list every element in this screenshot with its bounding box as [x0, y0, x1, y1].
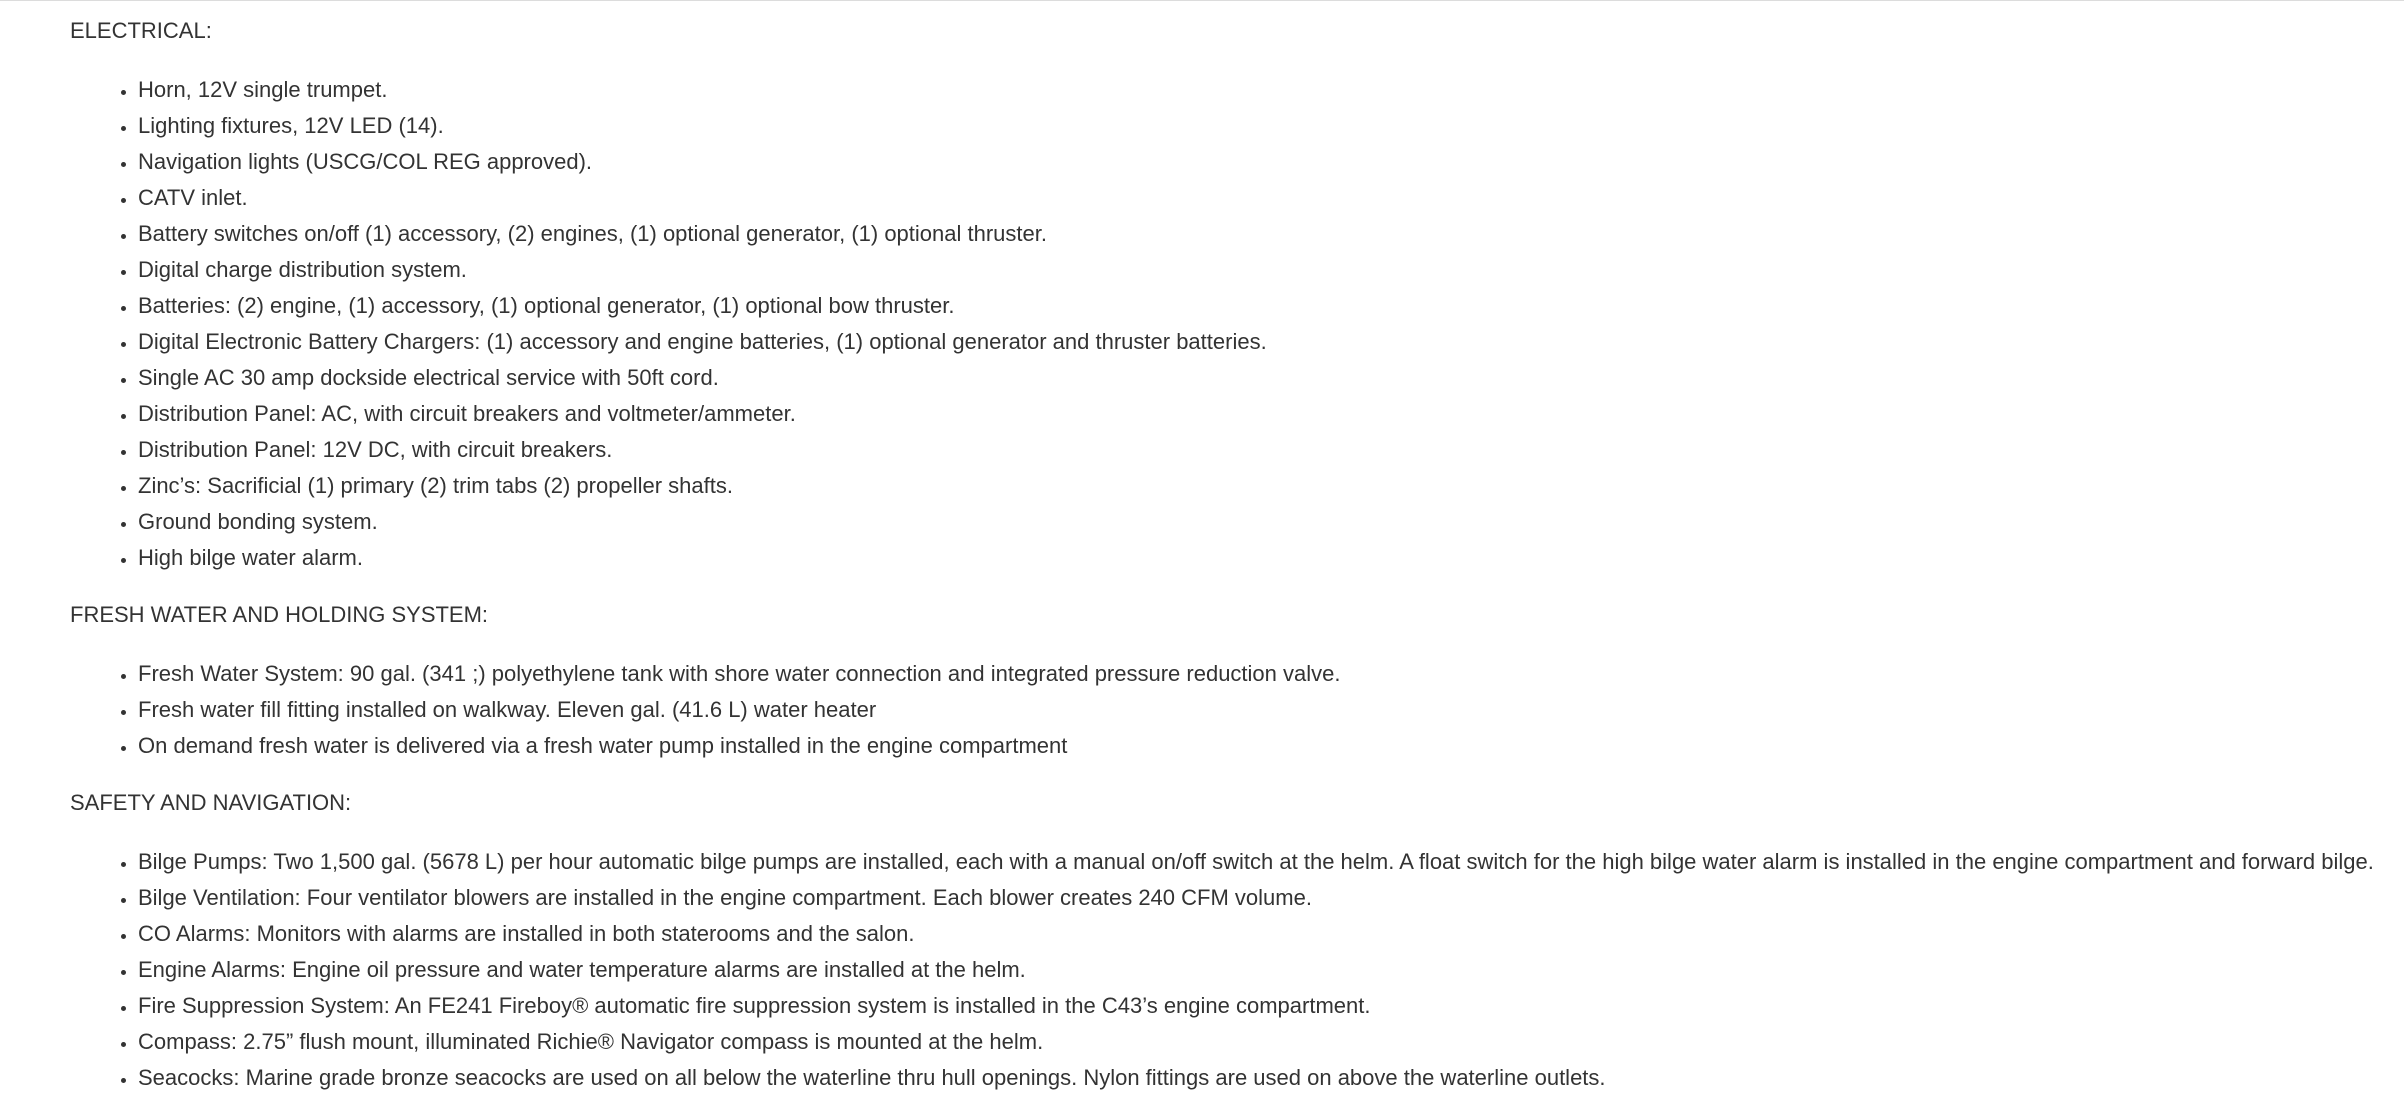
spec-content: [70, 14, 2390, 1110]
list-item: • Fresh water fill fitting installed on walkway. Eleven gal. (41.6 L) water heater: [138, 692, 2390, 728]
list-item: • Bilge Pumps: Two 1,500 gal. (5678 L) per hour automatic bilge pumps are installed, each with a manual on/off switch at the helm. A float switch for the high bilge water alarm is installed in the engine compartment and forward bilge.: [138, 844, 2390, 880]
list-item: • CATV inlet.: [138, 180, 2390, 216]
list-item: • Distribution Panel: 12V DC, with circuit breakers.: [138, 432, 2390, 468]
list-item: • Digital Electronic Battery Chargers: (1) accessory and engine batteries, (1) optional generator and thruster batteries.: [138, 324, 2390, 360]
top-divider: [0, 0, 2404, 1]
list-item: • Digital charge distribution system.: [138, 252, 2390, 288]
list-item: • Zinc’s: Sacrificial (1) primary (2) trim tabs (2) propeller shafts.: [138, 468, 2390, 504]
list-item: • Bilge Ventilation: Four ventilator blowers are installed in the engine compartment. Each blower creates 240 CFM volume.: [138, 880, 2390, 916]
list-item: • Fire Suppression System: An FE241 Fireboy® automatic fire suppression system is installed in the C43’s engine compartment.: [138, 988, 2390, 1024]
list-item: • High bilge water alarm.: [138, 540, 2390, 576]
safety-navigation-heading: SAFETY AND NAVIGATION:: [70, 790, 352, 815]
list-item: • Horn, 12V single trumpet.: [138, 72, 2390, 108]
list-item: • Single AC 30 amp dockside electrical service with 50ft cord.: [138, 360, 2390, 396]
list-item: • Battery switches on/off (1) accessory, (2) engines, (1) optional generator, (1) optional thruster.: [138, 216, 2390, 252]
list-item: • Navigation lights (USCG/COL REG approved).: [138, 144, 2390, 180]
list-item: • Lighting fixtures, 12V LED (14).: [138, 108, 2390, 144]
list-item: • Batteries: (2) engine, (1) accessory, (1) optional generator, (1) optional bow thruster.: [138, 288, 2390, 324]
safety-navigation-list: [70, 844, 2390, 1096]
fresh-water-heading: FRESH WATER AND HOLDING SYSTEM:: [70, 602, 489, 627]
list-item: • CO Alarms: Monitors with alarms are installed in both staterooms and the salon.: [138, 916, 2390, 952]
list-item: • Fresh Water System: 90 gal. (341 ;) polyethylene tank with shore water connection and integrated pressure reduction valve.: [138, 656, 2390, 692]
electrical-list: [70, 72, 2390, 576]
list-item: • Compass: 2.75” flush mount, illuminated Richie® Navigator compass is mounted at the helm.: [138, 1024, 2390, 1060]
list-item: • Ground bonding system.: [138, 504, 2390, 540]
electrical-heading: ELECTRICAL:: [70, 18, 212, 43]
fresh-water-list: [70, 656, 2390, 764]
list-item: • Engine Alarms: Engine oil pressure and water temperature alarms are installed at the helm.: [138, 952, 2390, 988]
list-item: • On demand fresh water is delivered via a fresh water pump installed in the engine compartment: [138, 728, 2390, 764]
list-item: • Distribution Panel: AC, with circuit breakers and voltmeter/ammeter.: [138, 396, 2390, 432]
list-item: • Seacocks: Marine grade bronze seacocks are used on all below the waterline thru hull openings. Nylon fittings are used on above the waterline outlets.: [138, 1060, 2390, 1096]
